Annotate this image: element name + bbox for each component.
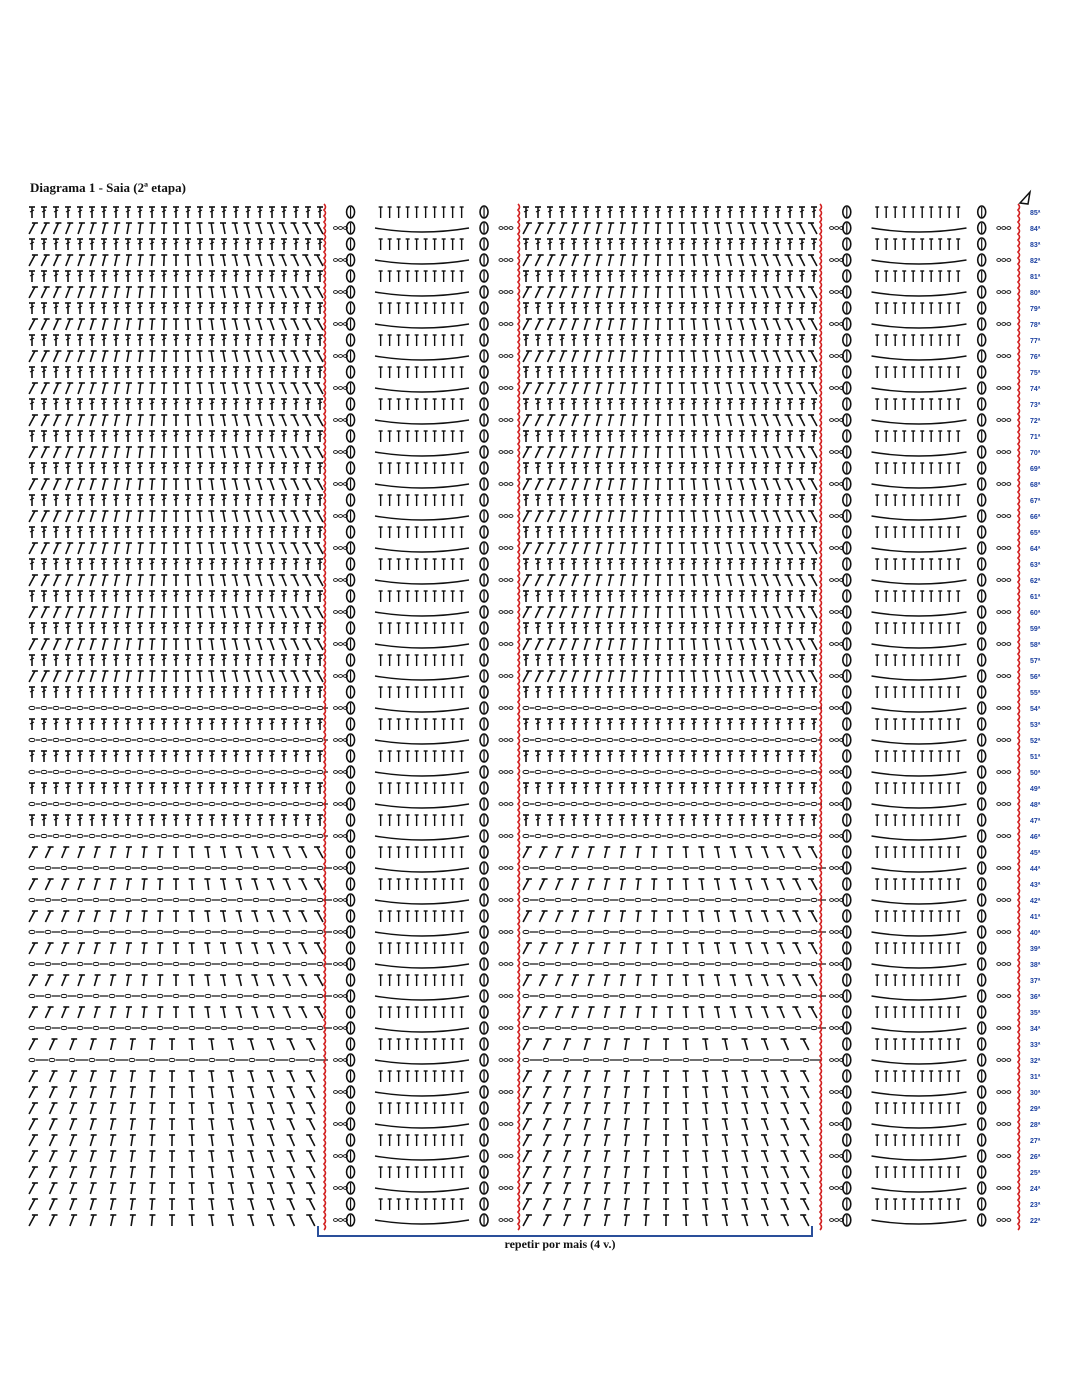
stitch-row (29, 686, 986, 698)
row-number: 45ª (1030, 850, 1041, 857)
diagram-title: Diagrama 1 - Saia (2ª etapa) (30, 180, 186, 195)
stitch-row (29, 718, 986, 730)
stitch-row (29, 206, 986, 218)
row-number: 54ª (1030, 706, 1041, 713)
repeat-border-line (820, 204, 822, 1230)
repeat-bracket-line (318, 1226, 812, 1236)
stitch-row (29, 558, 986, 570)
repeat-note: repetir por mais (4 v.) (504, 1237, 616, 1251)
row-number: 84ª (1030, 226, 1041, 233)
repeat-bracket (318, 1226, 812, 1236)
stitch-row (29, 494, 986, 506)
row-number: 44ª (1030, 866, 1041, 873)
row-number: 59ª (1030, 626, 1041, 633)
stitch-row (29, 654, 986, 666)
row-number: 56ª (1030, 674, 1041, 681)
row-number: 80ª (1030, 290, 1041, 297)
stitch-row (29, 974, 986, 986)
row-number: 83ª (1030, 242, 1041, 249)
row-number: 72ª (1030, 418, 1041, 425)
row-number: 49ª (1030, 786, 1041, 793)
row-number: 47ª (1030, 818, 1041, 825)
row-number: 24ª (1030, 1186, 1041, 1193)
row-number: 60ª (1030, 610, 1041, 617)
stitch-row (29, 846, 986, 858)
row-number: 74ª (1030, 386, 1041, 393)
stitch-row (29, 622, 986, 634)
row-number: 36ª (1030, 994, 1041, 1001)
stitch-row (29, 1102, 986, 1114)
stitch-row (29, 942, 986, 954)
row-number: 61ª (1030, 594, 1041, 601)
stitch-row (29, 814, 986, 826)
repeat-border-line (518, 204, 520, 1230)
row-number: 42ª (1030, 898, 1041, 905)
stitch-row (29, 398, 986, 410)
stitch-row (29, 1070, 986, 1082)
row-number: 50ª (1030, 770, 1041, 777)
row-number: 62ª (1030, 578, 1041, 585)
row-number: 68ª (1030, 482, 1041, 489)
stitch-row (29, 1198, 986, 1210)
row-number: 28ª (1030, 1122, 1041, 1129)
stitch-row (29, 1166, 986, 1178)
row-number: 39ª (1030, 946, 1041, 953)
stitch-row (29, 750, 986, 762)
row-number: 23ª (1030, 1202, 1041, 1209)
row-number: 30ª (1030, 1090, 1041, 1097)
row-number: 76ª (1030, 354, 1041, 361)
stitch-row (29, 270, 986, 282)
stitch-row (29, 782, 986, 794)
row-number: 69ª (1030, 466, 1041, 473)
row-number: 51ª (1030, 754, 1041, 761)
row-number: 46ª (1030, 834, 1041, 841)
row-number: 48ª (1030, 802, 1041, 809)
row-number: 33ª (1030, 1042, 1041, 1049)
row-number: 81ª (1030, 274, 1041, 281)
stitch-row (29, 1038, 986, 1050)
row-number: 85ª (1030, 210, 1041, 217)
row-number: 58ª (1030, 642, 1041, 649)
row-number: 64ª (1030, 546, 1041, 553)
row-number: 65ª (1030, 530, 1041, 537)
repeat-border-line (1018, 204, 1020, 1230)
row-number: 25ª (1030, 1170, 1041, 1177)
row-number: 79ª (1030, 306, 1041, 313)
repeat-borders (324, 204, 1020, 1230)
row-number: 82ª (1030, 258, 1041, 265)
row-number: 63ª (1030, 562, 1041, 569)
row-number: 41ª (1030, 914, 1041, 921)
row-number: 73ª (1030, 402, 1041, 409)
stitch-row (29, 878, 986, 890)
row-number: 31ª (1030, 1074, 1041, 1081)
stitch-row (29, 302, 986, 314)
row-number: 37ª (1030, 978, 1041, 985)
stitch-row (29, 910, 986, 922)
row-number: 29ª (1030, 1106, 1041, 1113)
row-number: 55ª (1030, 690, 1041, 697)
row-number: 27ª (1030, 1138, 1041, 1145)
row-number: 40ª (1030, 930, 1041, 937)
row-number: 52ª (1030, 738, 1041, 745)
stitch-row (29, 1134, 986, 1146)
start-arrow-icon (1020, 192, 1030, 204)
row-number: 75ª (1030, 370, 1041, 377)
repeat-border-line (324, 204, 326, 1230)
row-number: 26ª (1030, 1154, 1041, 1161)
stitch-row (29, 334, 986, 346)
stitch-row (29, 526, 986, 538)
row-number: 22ª (1030, 1218, 1041, 1225)
row-number: 53ª (1030, 722, 1041, 729)
row-number: 67ª (1030, 498, 1041, 505)
row-number-column (1030, 210, 1041, 1225)
stitch-row (29, 1006, 986, 1018)
row-number: 78ª (1030, 322, 1041, 329)
row-number: 34ª (1030, 1026, 1041, 1033)
row-number: 66ª (1030, 514, 1041, 521)
row-number: 35ª (1030, 1010, 1041, 1017)
stitch-row (29, 430, 986, 442)
row-number: 77ª (1030, 338, 1041, 345)
stitch-row (29, 366, 986, 378)
row-number: 32ª (1030, 1058, 1041, 1065)
row-number: 43ª (1030, 882, 1041, 889)
stitch-row (29, 590, 986, 602)
row-number: 57ª (1030, 658, 1041, 665)
stitch-row (29, 238, 986, 250)
stitch-row (29, 462, 986, 474)
row-number: 70ª (1030, 450, 1041, 457)
row-number: 71ª (1030, 434, 1041, 441)
row-number: 38ª (1030, 962, 1041, 969)
